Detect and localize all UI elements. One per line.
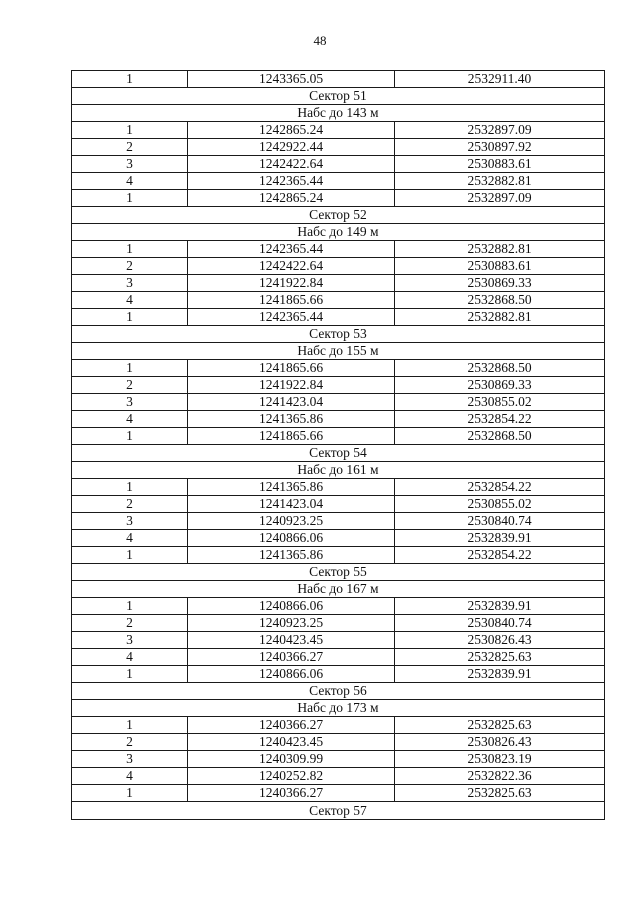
point-number-cell: 2 bbox=[72, 139, 188, 156]
table-row bbox=[72, 768, 605, 785]
point-number-cell: 1 bbox=[72, 666, 188, 683]
x-coordinate-cell: 1240923.25 bbox=[188, 513, 395, 530]
y-coordinate-cell: 2532868.50 bbox=[395, 360, 605, 377]
x-coordinate-cell: 1242365.44 bbox=[188, 173, 395, 190]
table-row bbox=[72, 258, 605, 275]
y-coordinate-cell: 2532868.50 bbox=[395, 428, 605, 445]
table-row bbox=[72, 309, 605, 326]
table-row bbox=[72, 734, 605, 751]
point-number-cell: 1 bbox=[72, 785, 188, 802]
sector-header-row bbox=[72, 462, 605, 479]
x-coordinate-cell: 1242865.24 bbox=[188, 122, 395, 139]
y-coordinate-cell: 2532911.40 bbox=[395, 71, 605, 88]
table-row bbox=[72, 71, 605, 88]
point-number-cell: 2 bbox=[72, 615, 188, 632]
sector-header-cell: Набс до 143 м bbox=[72, 105, 605, 122]
point-number-cell: 3 bbox=[72, 751, 188, 768]
x-coordinate-cell: 1241365.86 bbox=[188, 547, 395, 564]
x-coordinate-cell: 1240366.27 bbox=[188, 649, 395, 666]
point-number-cell: 3 bbox=[72, 275, 188, 292]
x-coordinate-cell: 1242865.24 bbox=[188, 190, 395, 207]
table-row bbox=[72, 547, 605, 564]
sector-header-cell: Сектор 51 bbox=[72, 88, 605, 105]
point-number-cell: 1 bbox=[72, 122, 188, 139]
y-coordinate-cell: 2532882.81 bbox=[395, 173, 605, 190]
y-coordinate-cell: 2530826.43 bbox=[395, 734, 605, 751]
x-coordinate-cell: 1243365.05 bbox=[188, 71, 395, 88]
point-number-cell: 4 bbox=[72, 530, 188, 547]
table-row bbox=[72, 275, 605, 292]
sector-header-row bbox=[72, 683, 605, 700]
table-row bbox=[72, 292, 605, 309]
table-row bbox=[72, 785, 605, 802]
y-coordinate-cell: 2532897.09 bbox=[395, 190, 605, 207]
x-coordinate-cell: 1241922.84 bbox=[188, 275, 395, 292]
table-row bbox=[72, 479, 605, 496]
sector-header-row bbox=[72, 445, 605, 462]
table-row bbox=[72, 717, 605, 734]
y-coordinate-cell: 2530840.74 bbox=[395, 615, 605, 632]
point-number-cell: 2 bbox=[72, 734, 188, 751]
x-coordinate-cell: 1242422.64 bbox=[188, 258, 395, 275]
page-number: 48 bbox=[313, 33, 327, 48]
sector-header-cell: Сектор 54 bbox=[72, 445, 605, 462]
sector-header-cell: Набс до 161 м bbox=[72, 462, 605, 479]
table-row bbox=[72, 598, 605, 615]
point-number-cell: 4 bbox=[72, 173, 188, 190]
table-row bbox=[72, 377, 605, 394]
sector-header-cell: Сектор 57 bbox=[72, 802, 605, 820]
y-coordinate-cell: 2530826.43 bbox=[395, 632, 605, 649]
table-row bbox=[72, 632, 605, 649]
sector-header-cell: Набс до 173 м bbox=[72, 700, 605, 717]
y-coordinate-cell: 2530869.33 bbox=[395, 377, 605, 394]
point-number-cell: 2 bbox=[72, 258, 188, 275]
x-coordinate-cell: 1241865.66 bbox=[188, 360, 395, 377]
x-coordinate-cell: 1241365.86 bbox=[188, 411, 395, 428]
x-coordinate-cell: 1242922.44 bbox=[188, 139, 395, 156]
point-number-cell: 4 bbox=[72, 649, 188, 666]
sector-header-cell: Сектор 56 bbox=[72, 683, 605, 700]
point-number-cell: 3 bbox=[72, 394, 188, 411]
point-number-cell: 1 bbox=[72, 717, 188, 734]
point-number-cell: 1 bbox=[72, 479, 188, 496]
point-number-cell: 4 bbox=[72, 292, 188, 309]
sector-header-row bbox=[72, 224, 605, 241]
sector-header-cell: Сектор 53 bbox=[72, 326, 605, 343]
x-coordinate-cell: 1240866.06 bbox=[188, 598, 395, 615]
point-number-cell: 1 bbox=[72, 598, 188, 615]
sector-header-row bbox=[72, 700, 605, 717]
table-row bbox=[72, 615, 605, 632]
table-row bbox=[72, 360, 605, 377]
x-coordinate-cell: 1240423.45 bbox=[188, 632, 395, 649]
y-coordinate-cell: 2530840.74 bbox=[395, 513, 605, 530]
sector-header-row bbox=[72, 564, 605, 581]
x-coordinate-cell: 1242365.44 bbox=[188, 309, 395, 326]
y-coordinate-cell: 2530869.33 bbox=[395, 275, 605, 292]
table-row bbox=[72, 139, 605, 156]
y-coordinate-cell: 2532839.91 bbox=[395, 666, 605, 683]
x-coordinate-cell: 1240252.82 bbox=[188, 768, 395, 785]
x-coordinate-cell: 1241922.84 bbox=[188, 377, 395, 394]
y-coordinate-cell: 2532868.50 bbox=[395, 292, 605, 309]
y-coordinate-cell: 2532854.22 bbox=[395, 411, 605, 428]
y-coordinate-cell: 2530855.02 bbox=[395, 496, 605, 513]
y-coordinate-cell: 2532897.09 bbox=[395, 122, 605, 139]
x-coordinate-cell: 1240923.25 bbox=[188, 615, 395, 632]
table-row bbox=[72, 751, 605, 768]
coordinates-table bbox=[71, 70, 605, 820]
y-coordinate-cell: 2532839.91 bbox=[395, 530, 605, 547]
y-coordinate-cell: 2532839.91 bbox=[395, 598, 605, 615]
y-coordinate-cell: 2532854.22 bbox=[395, 479, 605, 496]
point-number-cell: 4 bbox=[72, 768, 188, 785]
sector-header-cell: Сектор 52 bbox=[72, 207, 605, 224]
table-row bbox=[72, 411, 605, 428]
y-coordinate-cell: 2532854.22 bbox=[395, 547, 605, 564]
x-coordinate-cell: 1241423.04 bbox=[188, 394, 395, 411]
x-coordinate-cell: 1240866.06 bbox=[188, 666, 395, 683]
point-number-cell: 1 bbox=[72, 428, 188, 445]
table-row bbox=[72, 173, 605, 190]
sector-header-cell: Набс до 167 м bbox=[72, 581, 605, 598]
x-coordinate-cell: 1241865.66 bbox=[188, 292, 395, 309]
point-number-cell: 2 bbox=[72, 377, 188, 394]
point-number-cell: 1 bbox=[72, 360, 188, 377]
sector-header-row bbox=[72, 207, 605, 224]
x-coordinate-cell: 1241423.04 bbox=[188, 496, 395, 513]
table-row bbox=[72, 496, 605, 513]
point-number-cell: 4 bbox=[72, 411, 188, 428]
point-number-cell: 2 bbox=[72, 496, 188, 513]
sector-header-row bbox=[72, 88, 605, 105]
sector-header-row bbox=[72, 326, 605, 343]
y-coordinate-cell: 2530883.61 bbox=[395, 258, 605, 275]
x-coordinate-cell: 1240309.99 bbox=[188, 751, 395, 768]
table-row bbox=[72, 428, 605, 445]
y-coordinate-cell: 2532882.81 bbox=[395, 241, 605, 258]
point-number-cell: 3 bbox=[72, 513, 188, 530]
table-row bbox=[72, 530, 605, 547]
y-coordinate-cell: 2532882.81 bbox=[395, 309, 605, 326]
y-coordinate-cell: 2532825.63 bbox=[395, 717, 605, 734]
x-coordinate-cell: 1242365.44 bbox=[188, 241, 395, 258]
table-row bbox=[72, 190, 605, 207]
x-coordinate-cell: 1242422.64 bbox=[188, 156, 395, 173]
y-coordinate-cell: 2530883.61 bbox=[395, 156, 605, 173]
sector-header-row bbox=[72, 105, 605, 122]
table-row bbox=[72, 666, 605, 683]
table-row bbox=[72, 156, 605, 173]
coordinates-table-body bbox=[72, 71, 605, 820]
table-row bbox=[72, 122, 605, 139]
sector-header-row bbox=[72, 581, 605, 598]
point-number-cell: 3 bbox=[72, 156, 188, 173]
point-number-cell: 1 bbox=[72, 547, 188, 564]
x-coordinate-cell: 1240366.27 bbox=[188, 785, 395, 802]
point-number-cell: 1 bbox=[72, 241, 188, 258]
x-coordinate-cell: 1241865.66 bbox=[188, 428, 395, 445]
sector-header-row bbox=[72, 343, 605, 360]
y-coordinate-cell: 2530897.92 bbox=[395, 139, 605, 156]
y-coordinate-cell: 2532825.63 bbox=[395, 649, 605, 666]
point-number-cell: 1 bbox=[72, 309, 188, 326]
x-coordinate-cell: 1240866.06 bbox=[188, 530, 395, 547]
sector-header-cell: Набс до 149 м bbox=[72, 224, 605, 241]
point-number-cell: 3 bbox=[72, 632, 188, 649]
y-coordinate-cell: 2530855.02 bbox=[395, 394, 605, 411]
y-coordinate-cell: 2532825.63 bbox=[395, 785, 605, 802]
sector-header-cell: Сектор 55 bbox=[72, 564, 605, 581]
x-coordinate-cell: 1241365.86 bbox=[188, 479, 395, 496]
point-number-cell: 1 bbox=[72, 71, 188, 88]
table-row bbox=[72, 241, 605, 258]
y-coordinate-cell: 2530823.19 bbox=[395, 751, 605, 768]
x-coordinate-cell: 1240423.45 bbox=[188, 734, 395, 751]
table-row bbox=[72, 513, 605, 530]
point-number-cell: 1 bbox=[72, 190, 188, 207]
table-row bbox=[72, 649, 605, 666]
x-coordinate-cell: 1240366.27 bbox=[188, 717, 395, 734]
sector-header-row bbox=[72, 802, 605, 820]
sector-header-cell: Набс до 155 м bbox=[72, 343, 605, 360]
y-coordinate-cell: 2532822.36 bbox=[395, 768, 605, 785]
table-row bbox=[72, 394, 605, 411]
